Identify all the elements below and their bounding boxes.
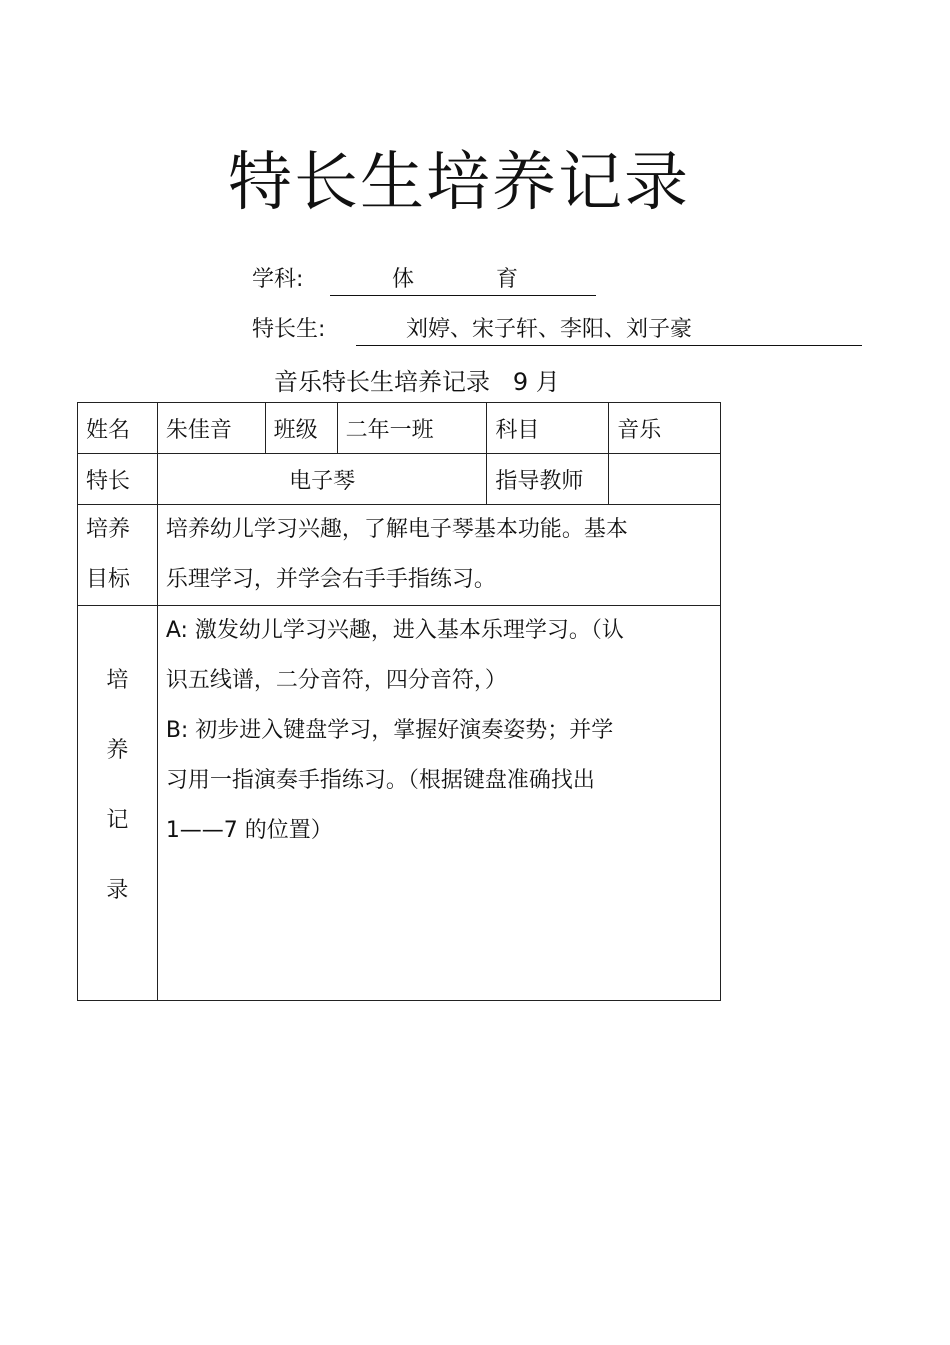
name-value: 朱佳音 — [157, 403, 265, 454]
goal-label-line2: 目标 — [86, 567, 131, 592]
subject-line — [0, 265, 950, 297]
students-line — [0, 315, 950, 347]
log-line: 1——7 的位置） — [165, 818, 333, 843]
table-row — [78, 403, 721, 454]
teacher-label: 指导教师 — [487, 454, 609, 505]
log-label-char: 录 — [106, 878, 129, 903]
log-text — [157, 606, 720, 1001]
log-label-char: 养 — [106, 738, 129, 763]
record-table — [77, 402, 721, 1001]
teacher-value — [609, 454, 721, 505]
name-label: 姓名 — [78, 403, 158, 454]
log-line: A: 激发幼儿学习兴趣，进入基本乐理学习。（认 — [165, 618, 624, 643]
log-line: 习用一指演奏手指练习。（根据键盘准确找出 — [165, 768, 595, 793]
students-label: 特长生: — [252, 317, 326, 342]
table-row — [78, 454, 721, 505]
students-value-text: 刘婷、宋子轩、李阳、刘子豪 — [406, 317, 693, 342]
goal-text — [157, 505, 720, 606]
goal-label-line1: 培养 — [86, 517, 131, 542]
goal-line2: 乐理学习，并学会右手手指练习。 — [165, 567, 496, 592]
course-value: 音乐 — [609, 403, 721, 454]
goal-label — [78, 505, 158, 606]
goal-line1: 培养幼儿学习兴趣，了解电子琴基本功能。基本 — [165, 517, 628, 542]
subject-value — [330, 265, 596, 296]
course-label: 科目 — [487, 403, 609, 454]
log-label — [78, 606, 158, 1001]
class-label: 班级 — [265, 403, 337, 454]
subject-value-part1: 体 — [392, 267, 415, 292]
log-line: B: 初步进入键盘学习，掌握好演奏姿势；并学 — [165, 718, 614, 743]
subject-label: 学科: — [252, 267, 304, 292]
class-value: 二年一班 — [337, 403, 487, 454]
students-value — [356, 315, 862, 346]
document-title: 特长生培养记录 — [228, 146, 690, 220]
table-row — [78, 606, 721, 1001]
record-heading: 音乐特长生培养记录 9 月 — [274, 368, 560, 396]
log-line: 识五线谱，二分音符，四分音符，） — [165, 668, 507, 693]
specialty-value: 电子琴 — [157, 454, 487, 505]
log-label-char: 记 — [106, 808, 129, 833]
log-label-char: 培 — [106, 668, 129, 693]
table-row — [78, 505, 721, 606]
specialty-label: 特长 — [78, 454, 158, 505]
subject-value-part2: 育 — [496, 267, 519, 292]
